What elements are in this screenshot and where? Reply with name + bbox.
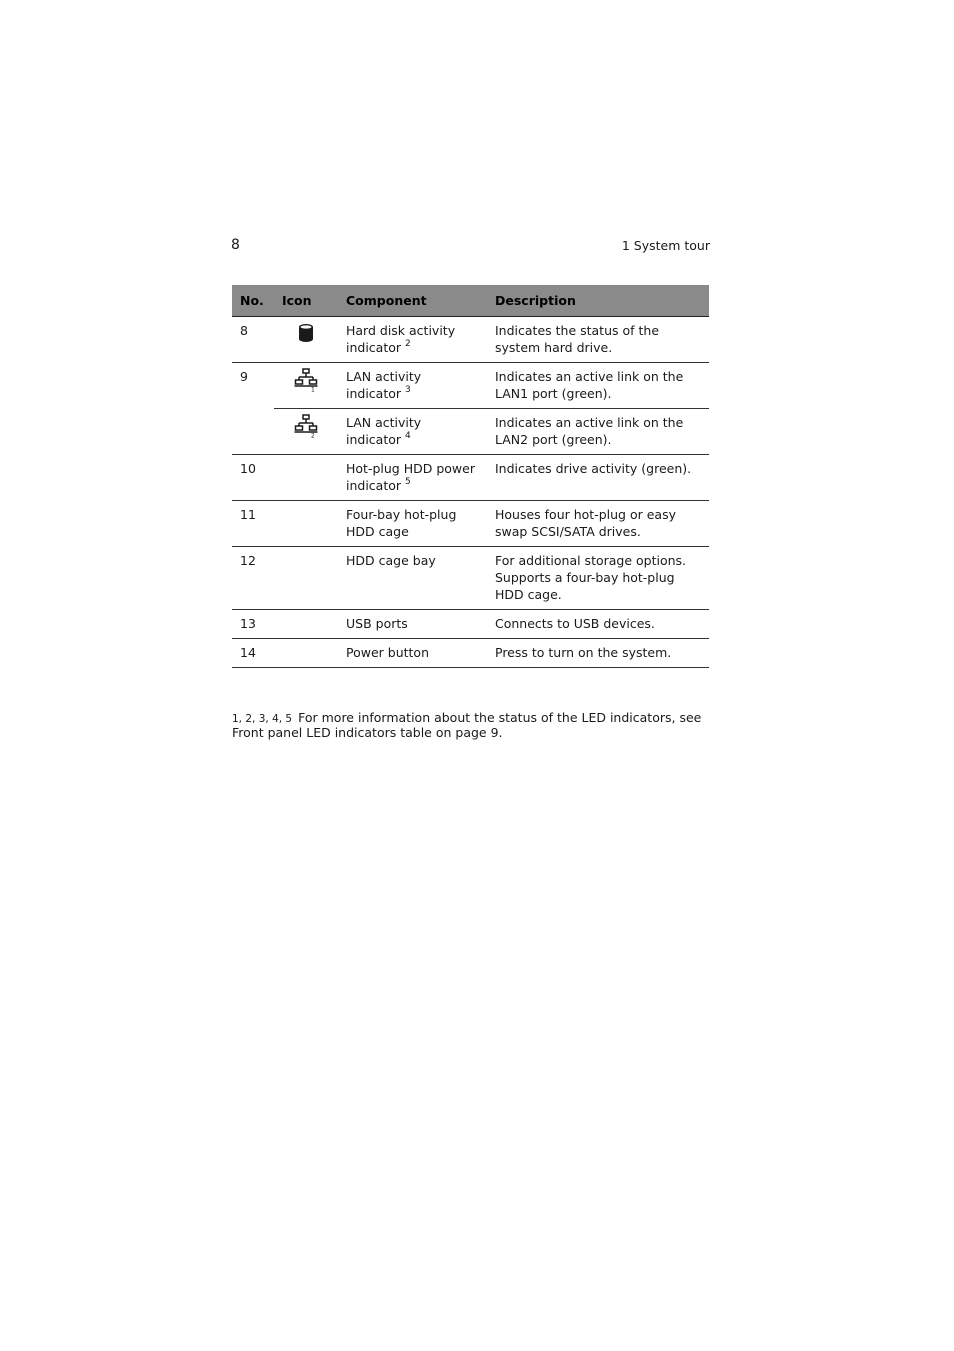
table-row	[232, 455, 709, 501]
component-cell: USB ports	[338, 610, 487, 639]
column-header-component: Component	[338, 285, 487, 317]
component-cell	[338, 409, 487, 455]
footnote-ref: 3	[405, 384, 411, 395]
footnote-ref: 4	[405, 430, 411, 441]
icon-cell	[274, 455, 338, 501]
component-cell: Power button	[338, 639, 487, 668]
description-cell: Indicates an active link on the LAN2 port (green).	[487, 409, 709, 455]
component-cell	[338, 455, 487, 501]
table-row	[232, 409, 709, 455]
hard-disk-icon	[274, 317, 338, 363]
icon-cell	[274, 639, 338, 668]
column-header-description: Description	[487, 285, 709, 317]
row-number: 13	[232, 610, 274, 639]
table-header-row	[232, 285, 709, 317]
lan-port-number: 2	[311, 432, 315, 438]
description-cell: Houses four hot-plug or easy swap SCSI/SATA drives.	[487, 501, 709, 547]
table-row	[232, 547, 709, 610]
table-row	[232, 501, 709, 547]
footnote-refs: 1, 2, 3, 4, 5	[232, 713, 293, 725]
components-table	[232, 285, 709, 668]
page-number: 8	[231, 237, 240, 253]
component-name: Hard disk activity indicator	[346, 323, 456, 355]
row-number: 12	[232, 547, 274, 610]
description-cell: Indicates an active link on the LAN1 port (green).	[487, 363, 709, 409]
row-number: 8	[232, 317, 274, 363]
table-row	[232, 610, 709, 639]
lan-port-number: 1	[311, 386, 315, 392]
table-footnote	[232, 711, 710, 740]
icon-cell	[274, 610, 338, 639]
component-cell	[338, 363, 487, 409]
description-cell: Connects to USB devices.	[487, 610, 709, 639]
component-name: LAN activity indicator	[346, 415, 422, 447]
icon-cell	[274, 547, 338, 610]
component-cell	[338, 317, 487, 363]
component-cell: Four-bay hot-plug HDD cage	[338, 501, 487, 547]
description-cell: Indicates the status of the system hard drive.	[487, 317, 709, 363]
row-number: 9	[232, 363, 274, 455]
component-name: LAN activity indicator	[346, 369, 422, 401]
lan2-icon	[274, 409, 338, 455]
chapter-title: 1 System tour	[621, 238, 710, 253]
description-cell: Press to turn on the system.	[487, 639, 709, 668]
column-header-icon: Icon	[274, 285, 338, 317]
table-row	[232, 363, 709, 409]
description-cell: For additional storage options. Supports a four-bay hot-plug HDD cage.	[487, 547, 709, 610]
footnote-ref: 2	[405, 338, 411, 349]
footnote-text: For more information about the status of the LED indicators, see Front panel LED indicators table on page 9.	[232, 710, 702, 740]
description-cell: Indicates drive activity (green).	[487, 455, 709, 501]
icon-cell	[274, 501, 338, 547]
row-number: 10	[232, 455, 274, 501]
table-row	[232, 639, 709, 668]
row-number: 14	[232, 639, 274, 668]
footnote-ref: 5	[405, 476, 411, 487]
table-row	[232, 317, 709, 363]
lan1-icon	[274, 363, 338, 409]
component-name: Hot-plug HDD power indicator	[346, 461, 475, 493]
row-number: 11	[232, 501, 274, 547]
column-header-no: No.	[232, 285, 274, 317]
component-cell: HDD cage bay	[338, 547, 487, 610]
